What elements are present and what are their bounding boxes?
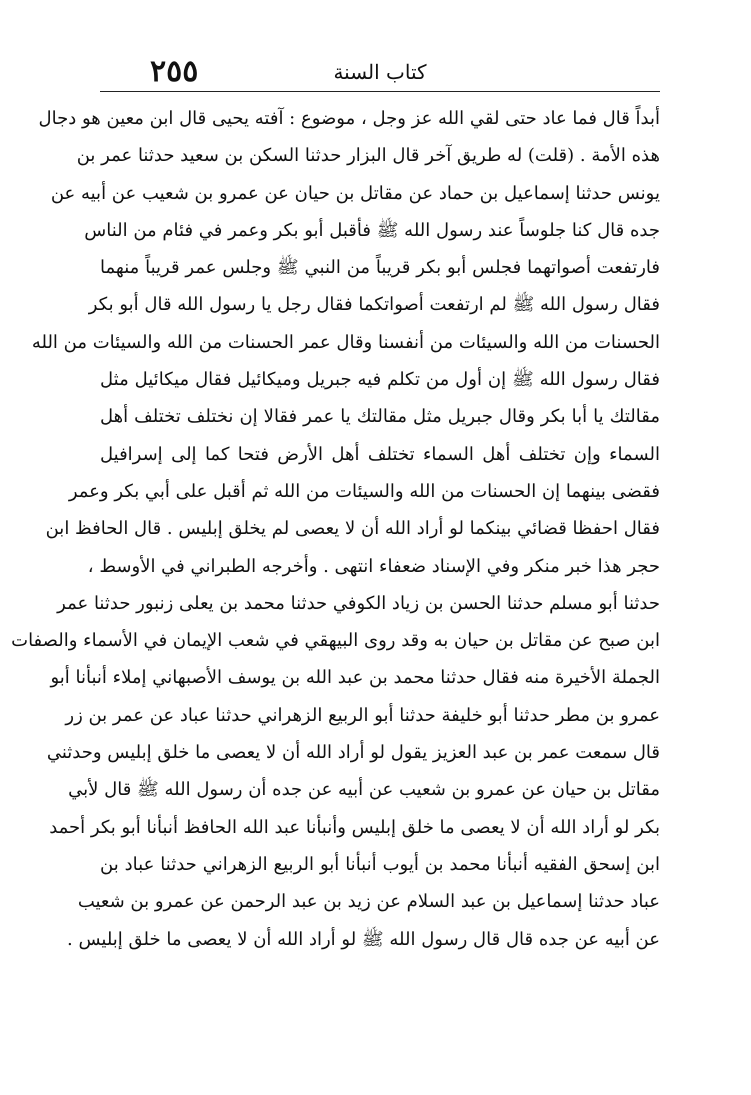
page-header <box>100 52 660 92</box>
text-line: فقال احفظا قضائي بينكما لو أراد الله أن لا يعصى لم يخلق إبليس . قال الحافظ ابن <box>45 518 660 540</box>
text-line: حدثنا أبو مسلم حدثنا الحسن بن زياد الكوفي حدثنا محمد بن يعلى زنبور حدثنا عمر <box>57 592 660 614</box>
text-line: فقضى بينهما إن الحسنات من الله والسيئات من الله ثم أقبل على أبي بكر وعمر <box>68 480 660 502</box>
page-number: ٢٥٥ <box>150 54 199 89</box>
text-line: أبداً قال فما عاد حتى لقي الله عز وجل ، موضوع : آفته يحيى قال ابن معين هو دجال <box>38 108 660 129</box>
text-line: فارتفعت أصواتهما فجلس أبو بكر قريباً من النبي ﷺ وجلس عمر قريباً منهما <box>100 257 660 279</box>
text-line: الحسنات من الله والسيئات من أنفسنا وقال عمر الحسنات من الله والسيئات من الله <box>31 331 660 353</box>
text-line: ابن إسحق الفقيه أنبأنا محمد بن أيوب أنبأنا أبو الربيع الزهراني حدثنا عباد بن <box>100 853 660 875</box>
text-line: الجملة الأخيرة منه فقال حدثنا محمد بن عبد الله بن يوسف الأصبهاني إملاء أنبأنا أبو <box>50 667 660 689</box>
text-line: حجر هذا خبر منكر وفي الإسناد ضعفاء انتهى . وأخرجه الطبراني في الأوسط ، <box>87 555 660 577</box>
text-line: عباد حدثنا إسماعيل بن عبد السلام عن زيد بن عبد الرحمن عن عمرو بن شعيب <box>77 891 660 913</box>
text-line: مقالتك يا أبا بكر وقال جبريل مثل مقالتك يا عمر فقالا إن نختلف تختلف أهل <box>100 406 660 428</box>
text-line: قال سمعت عمر بن عبد العزيز يقول لو أراد الله أن لا يعصى ما خلق إبليس وحدثني <box>46 742 660 764</box>
text-line: فقال رسول الله ﷺ لم ارتفعت أصواتكما فقال رجل يا رسول الله قال أبو بكر <box>88 294 660 316</box>
text-line: عن أبيه عن جده قال قال رسول الله ﷺ لو أراد الله أن لا يعصى ما خلق إبليس . <box>67 928 660 950</box>
text-line: جده قال كنا جلوساً عند رسول الله ﷺ فأقبل أبو بكر وعمر في فئام من الناس <box>84 219 660 241</box>
text-line: هذه الأمة . (قلت) له طريق آخر قال البزار حدثنا السكن بن سعيد حدثنا عمر بن <box>76 145 660 167</box>
text-line: بكر لو أراد الله أن لا يعصى ما خلق إبليس وأنبأنا عبد الله الحافظ أنبأنا أبو بكر أحمد <box>49 816 660 838</box>
text-line: فقال رسول الله ﷺ إن أول من تكلم فيه جبريل وميكائيل فقال ميكائيل مثل <box>100 369 660 391</box>
page-body <box>11 100 660 958</box>
text-line: عمرو بن مطر حدثنا أبو خليفة حدثنا أبو الربيع الزهراني حدثنا عباد عن عمر بن زر <box>65 704 660 726</box>
text-line: السماء وإن تختلف أهل السماء تختلف أهل الأرض فتحا كما إلى إسرافيل <box>100 443 660 465</box>
text-line: ابن صبح عن مقاتل بن حيان به وقد روى البيهقي في شعب الإيمان في الأسماء والصفات <box>11 630 660 652</box>
text-line: يونس حدثنا إسماعيل بن حماد عن مقاتل بن حيان عن عمرو بن شعيب عن أبيه عن <box>50 182 660 204</box>
header-divider <box>100 91 660 92</box>
book-title: كتاب السنة <box>333 60 427 84</box>
text-line: مقاتل بن حيان عن عمرو بن شعيب عن أبيه عن جده أن رسول الله ﷺ قال لأبي <box>68 779 660 801</box>
